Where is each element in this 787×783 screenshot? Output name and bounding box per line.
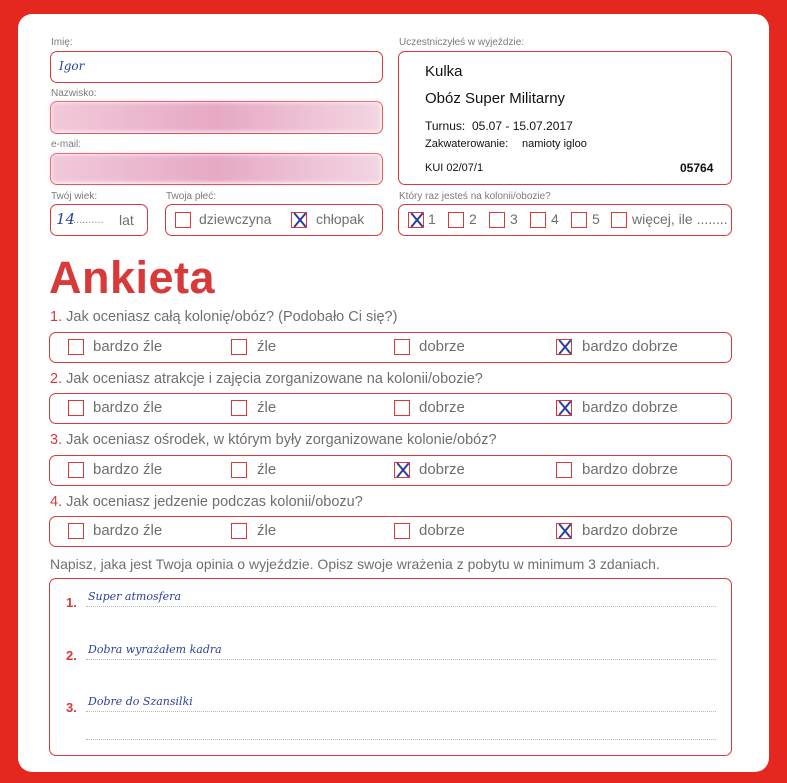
times-5-label: 5 xyxy=(592,211,600,227)
opinion-line-3-rule xyxy=(86,711,716,712)
survey-sheet xyxy=(18,14,769,772)
question-3-option-4-checkbox[interactable] xyxy=(556,462,572,478)
email-redacted xyxy=(51,154,381,183)
opinion-line-3-number: 3. xyxy=(66,700,77,715)
times-5-checkbox[interactable] xyxy=(571,212,587,228)
times-2-label: 2 xyxy=(469,211,477,227)
question-1-number: 1. xyxy=(50,309,63,325)
question-3-options xyxy=(49,455,732,486)
question-4-text: Jak oceniasz jedzenie podczas kolonii/obozu? xyxy=(66,494,363,510)
name-value: Igor xyxy=(59,59,85,73)
camp-code: KUI 02/07/1 xyxy=(425,162,484,174)
question-2-text: Jak oceniasz atrakcje i zajęcia zorganizowane na kolonii/obozie? xyxy=(66,371,483,387)
age-dots: .......... xyxy=(73,214,104,226)
times-more-label: więcej, ile ........ xyxy=(632,211,728,227)
question-2-option-2-label: źle xyxy=(257,399,277,416)
question-2-option-4-checkbox[interactable] xyxy=(556,400,572,416)
question-2-number: 2. xyxy=(50,371,63,387)
opinion-prompt: Napisz, jaka jest Twoja opinia o wyjeździe. Opisz swoje wrażenia z pobytu w minimum 3 zdaniach. xyxy=(50,556,660,572)
question-4-option-2-checkbox[interactable] xyxy=(231,523,247,539)
opinion-line-3-text: Dobre do Szansilki xyxy=(88,695,193,708)
question-4-number: 4. xyxy=(50,494,63,510)
opinion-line-1-rule xyxy=(86,606,716,607)
surname-field[interactable] xyxy=(50,101,383,134)
question-1-text: Jak oceniasz całą kolonię/obóz? (Podobało Ci się?) xyxy=(66,309,398,325)
camp-term-value: 05.07 - 15.07.2017 xyxy=(472,119,573,133)
question-3-option-4-label: bardzo dobrze xyxy=(582,461,678,478)
question-3-option-2-label: źle xyxy=(257,461,277,478)
camp-term-label: Turnus: xyxy=(425,119,466,133)
question-4-option-2-label: źle xyxy=(257,522,277,539)
question-1-option-4-checkbox[interactable] xyxy=(556,339,572,355)
email-field[interactable] xyxy=(50,153,383,185)
question-4 xyxy=(50,494,363,510)
times-4-checkbox[interactable] xyxy=(530,212,546,228)
camp-accommodation-value: namioty igloo xyxy=(522,138,587,150)
gender-girl-checkbox[interactable] xyxy=(175,212,191,228)
question-4-option-4-checkbox[interactable] xyxy=(556,523,572,539)
times-4-label: 4 xyxy=(551,211,559,227)
question-1-option-2-label: źle xyxy=(257,338,277,355)
name-label: Imię: xyxy=(51,37,73,48)
times-more-checkbox[interactable] xyxy=(611,212,627,228)
gender-boy-checkbox[interactable] xyxy=(291,212,307,228)
question-1-options xyxy=(49,332,732,363)
question-4-option-1-label: bardzo źle xyxy=(93,522,163,539)
age-field[interactable] xyxy=(50,204,148,236)
camp-brand: Kulka xyxy=(425,63,463,80)
question-1-option-2-checkbox[interactable] xyxy=(231,339,247,355)
survey-title: Ankieta xyxy=(49,252,216,303)
question-4-option-3-checkbox[interactable] xyxy=(394,523,410,539)
times-label: Który raz jesteś na kolonii/obozie? xyxy=(399,191,551,202)
question-2-option-3-label: dobrze xyxy=(419,399,465,416)
question-1-option-3-checkbox[interactable] xyxy=(394,339,410,355)
camp-number: 05764 xyxy=(680,161,714,175)
opinion-line-2-rule xyxy=(86,659,716,660)
gender-label: Twoja płeć: xyxy=(166,191,217,202)
question-1-option-3-label: dobrze xyxy=(419,338,465,355)
times-1-label: 1 xyxy=(428,211,436,227)
surname-label: Nazwisko: xyxy=(51,88,97,99)
age-label: Twój wiek: xyxy=(51,191,98,202)
question-3-number: 3. xyxy=(50,432,63,448)
question-2-option-1-label: bardzo źle xyxy=(93,399,163,416)
opinion-box[interactable] xyxy=(49,578,732,756)
question-3-option-1-label: bardzo źle xyxy=(93,461,163,478)
question-2-options xyxy=(49,393,732,424)
question-4-option-1-checkbox[interactable] xyxy=(68,523,84,539)
gender-boy-label: chłopak xyxy=(316,211,365,227)
opinion-line-1-text: Super atmosfera xyxy=(88,590,182,603)
question-2-option-4-label: bardzo dobrze xyxy=(582,399,678,416)
question-1-option-1-checkbox[interactable] xyxy=(68,339,84,355)
camp-info-box xyxy=(398,51,732,185)
opinion-line-2-number: 2. xyxy=(66,648,77,663)
age-value: 14 xyxy=(56,210,76,228)
question-3 xyxy=(50,432,497,448)
camp-name: Obóz Super Militarny xyxy=(425,90,566,107)
age-unit: lat xyxy=(119,212,134,228)
gender-girl-label: dziewczyna xyxy=(199,211,272,227)
question-3-option-3-label: dobrze xyxy=(419,461,465,478)
question-2 xyxy=(50,371,483,387)
question-3-option-2-checkbox[interactable] xyxy=(231,462,247,478)
surname-redacted xyxy=(51,102,381,132)
question-4-option-3-label: dobrze xyxy=(419,522,465,539)
question-3-option-1-checkbox[interactable] xyxy=(68,462,84,478)
opinion-line-2-text: Dobra wyrażałem kadra xyxy=(88,643,222,656)
question-3-option-3-checkbox[interactable] xyxy=(394,462,410,478)
times-2-checkbox[interactable] xyxy=(448,212,464,228)
question-1-option-4-label: bardzo dobrze xyxy=(582,338,678,355)
question-3-text: Jak oceniasz ośrodek, w którym były zorganizowane kolonie/obóz? xyxy=(66,432,497,448)
camp-accommodation-label: Zakwaterowanie: xyxy=(425,138,509,150)
question-2-option-2-checkbox[interactable] xyxy=(231,400,247,416)
question-4-options xyxy=(49,516,732,547)
question-1 xyxy=(50,309,397,325)
question-4-option-4-label: bardzo dobrze xyxy=(582,522,678,539)
times-3-checkbox[interactable] xyxy=(489,212,505,228)
times-1-checkbox[interactable] xyxy=(408,212,424,228)
question-1-option-1-label: bardzo źle xyxy=(93,338,163,355)
opinion-line-4-rule xyxy=(86,739,716,740)
times-3-label: 3 xyxy=(510,211,518,227)
camp-label: Uczestniczyłeś w wyjeździe: xyxy=(399,37,525,48)
email-label: e-mail: xyxy=(51,139,82,150)
times-field xyxy=(398,204,732,236)
question-2-option-1-checkbox[interactable] xyxy=(68,400,84,416)
question-2-option-3-checkbox[interactable] xyxy=(394,400,410,416)
opinion-line-1-number: 1. xyxy=(66,595,77,610)
name-field[interactable] xyxy=(50,51,383,83)
gender-field xyxy=(165,204,383,236)
